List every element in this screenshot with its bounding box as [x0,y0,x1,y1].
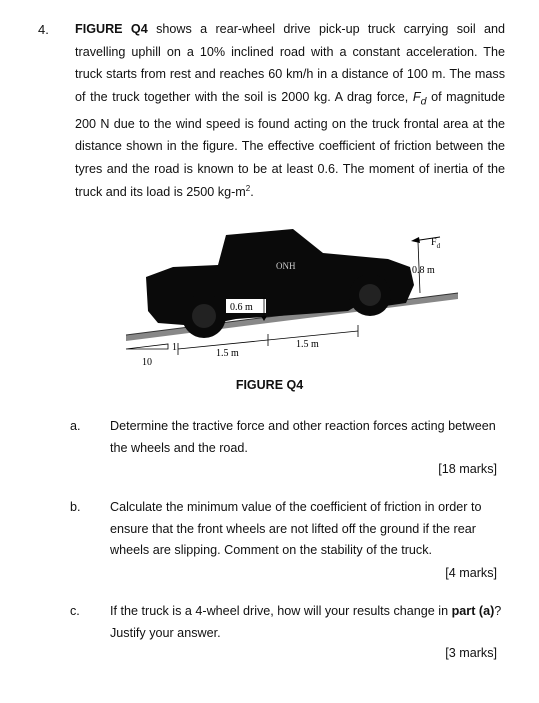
part-c-text [110,601,510,644]
intro-text-1: shows a rear-wheel drive pick-up truck carrying soil and travelling uphill on a 10% inclined road with a constant acceleration. The truck starts from rest and reaches 60 km/h in a distance of 100 m. The mass of the truck together with the soil is 2000 kg. A drag force, [75,22,505,104]
intro-text-2: of magnitude 200 N due to the wind speed is found acting on the truck frontal area at the distance shown in the figure. The effective coefficient of friction between the tyres and the road is known to be at least 0.6. The moment of inertia of the truck and its load is 2500 kg-m [75,89,505,199]
drag-symbol: F [412,89,421,104]
question-intro [75,18,505,203]
drag-symbol-sub: d [420,95,427,108]
truck-silhouette [146,229,414,338]
part-b-text: Calculate the minimum value of the coefficient of friction in order to ensure that the front wheels are not lifted off the ground if the rear wheels are slipping. Comment on the stability of the truck. [110,500,482,557]
dim-label-15b: 1.5 m [296,339,319,350]
question-number: 4. [38,22,49,37]
slope-triangle [126,344,168,349]
part-a-marks: [18 marks] [438,462,497,476]
intro-end: . [250,184,254,199]
part-c-marks: [3 marks] [445,646,497,660]
figure-reference: FIGURE Q4 [75,22,148,36]
fd-label-sub: d [436,242,441,250]
truck-figure [118,215,468,375]
part-a-text: Determine the tractive force and other reaction forces acting between the wheels and the road. [110,419,496,455]
truck-plate-text: ONH [276,261,296,271]
slope-label-1: 1 [172,342,177,353]
figure-caption: FIGURE Q4 [235,378,304,392]
dim-label-15a: 1.5 m [216,348,239,359]
part-a-label: a. [70,419,81,433]
part-c-text-post: ? Justify your answer. [110,604,502,640]
part-c-text-pre: If the truck is a 4-wheel drive, how will your results change in [110,604,452,618]
svg-text:Fd [431,237,441,250]
dim-label-08: 0.8 m [412,265,435,276]
dim-label-06: 0.6 m [230,302,253,313]
part-b-marks: [4 marks] [445,566,497,580]
part-c-text-bold: part (a) [451,604,495,618]
slope-label-10: 10 [142,357,152,368]
fd-label: F [431,237,437,248]
intro-superscript: 2 [245,183,251,193]
part-b-label: b. [70,500,81,514]
part-c-label: c. [70,604,80,618]
